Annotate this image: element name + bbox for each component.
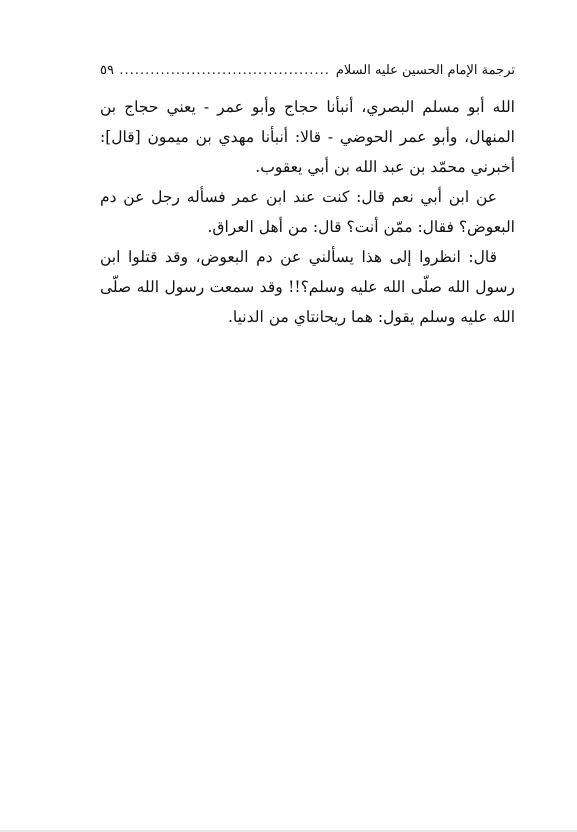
page-number: ٥٩: [100, 63, 114, 78]
running-header: [100, 63, 515, 85]
paragraph: عن ابن أبي نعم قال: كنت عند ابن عمر فسأله رجل عن دم البعوض؟ فقال: ممّن أنت؟ قال: من أهل العراق.: [100, 188, 515, 236]
header-title: ترجمة الإمام الحسين عليه السلام: [335, 63, 515, 78]
paragraph: الله أبو مسلم البصري، أنبأنا حجاج وأبو عمر - يعني حجاج بن المنهال، وأبو عمر الحوضي - قالا: أنبأنا مهدي بن ميمون [قال]: أخبرني محمّد بن عبد الله بن أبي يعقوب.: [100, 98, 515, 176]
header-dot-leader: [120, 63, 330, 78]
page-body: [100, 92, 515, 332]
paragraph: قال: انظروا إلى هذا يسألني عن دم البعوض، وقد قتلوا ابن رسول الله صلّى الله عليه وسلم؟!! وقد سمعت رسول الله صلّى الله عليه وسلم يقول: هما ريحانتاي من الدنيا.: [100, 248, 515, 326]
